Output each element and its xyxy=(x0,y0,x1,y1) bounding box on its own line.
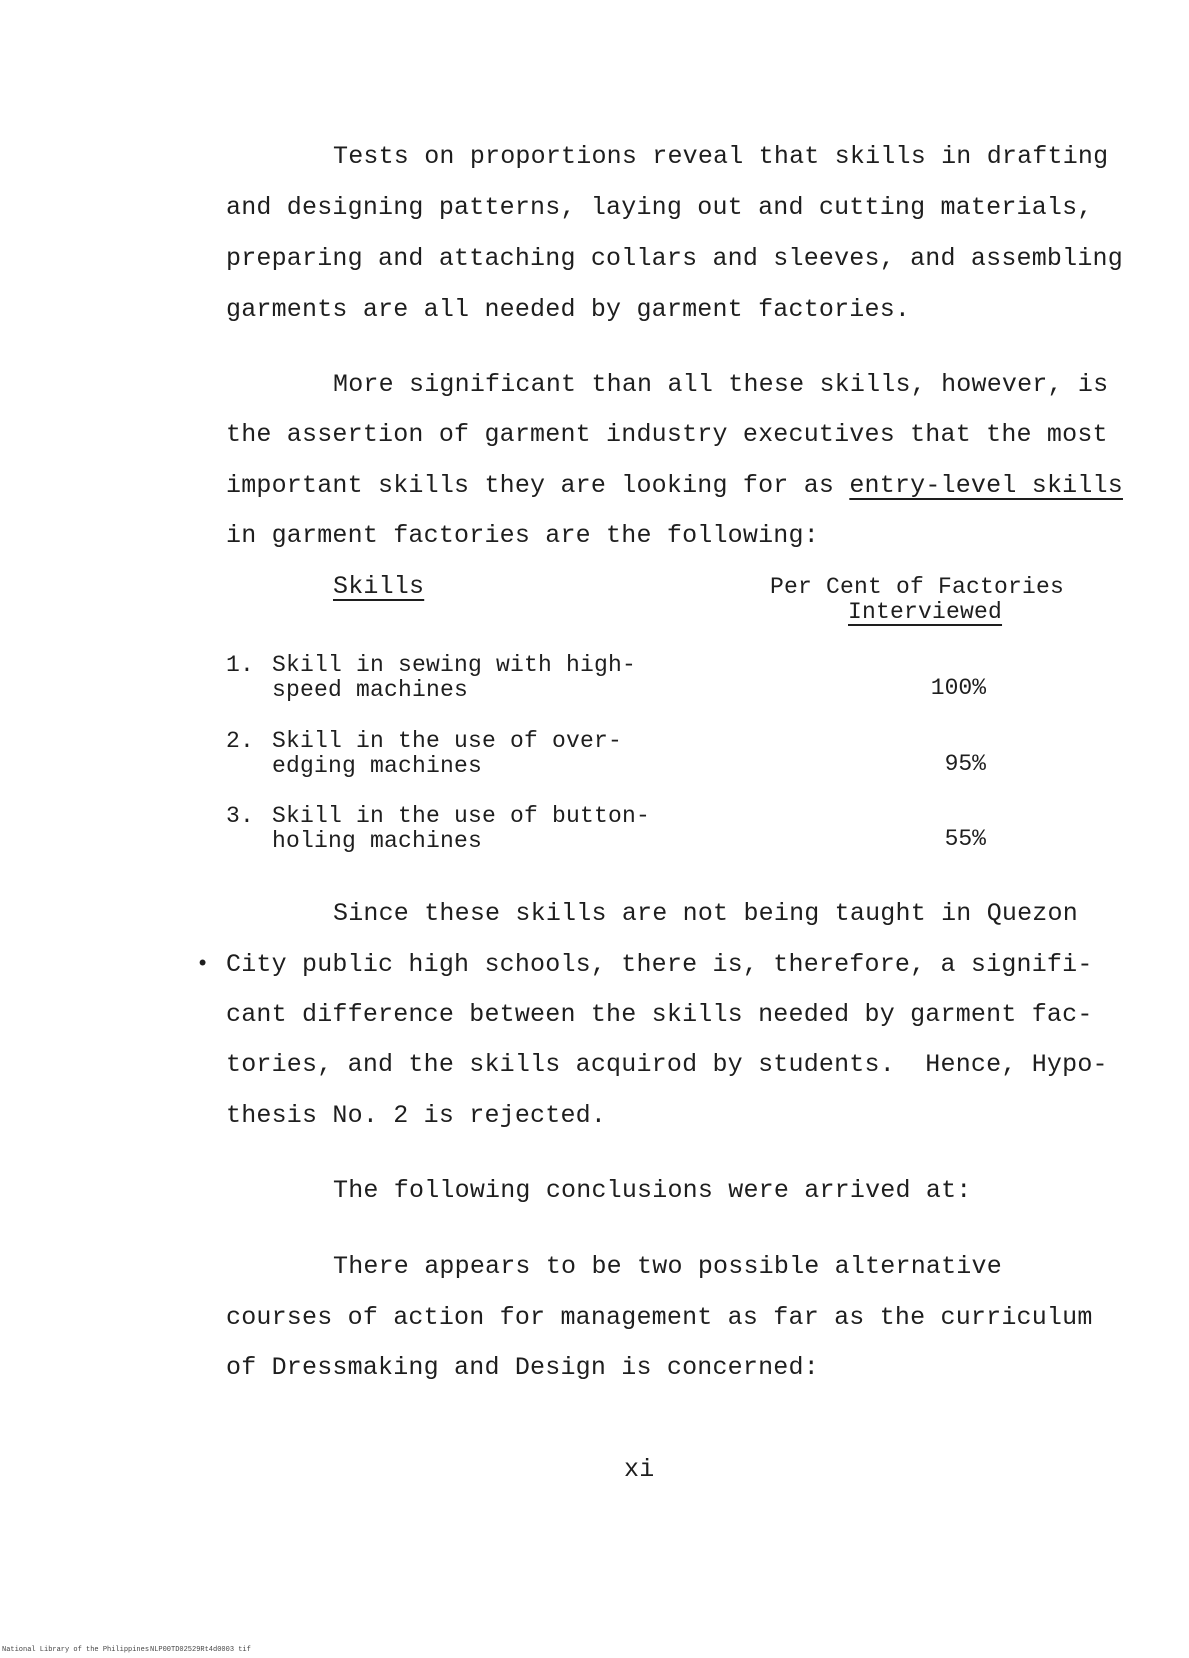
paragraph-5-line-1: There appears to be two possible alternative xyxy=(333,1252,1002,1281)
margin-dot: • xyxy=(196,952,210,977)
row-skill-line-2: speed machines xyxy=(272,677,469,703)
paragraph-3-line-3: cant difference between the skills needed by garment fac- xyxy=(226,1000,1093,1029)
row-number: 1. xyxy=(226,652,255,678)
paragraph-5-line-3: of Dressmaking and Design is concerned: xyxy=(226,1353,819,1382)
paragraph-1-line-3: preparing and attaching collars and sleeves, and assembling xyxy=(226,244,1123,273)
entry-level-skills-underlined: entry-level skills xyxy=(849,471,1123,500)
paragraph-1-line-2: and designing patterns, laying out and cutting materials, xyxy=(226,193,1093,222)
row-percent: 95% xyxy=(944,751,986,777)
row-skill-line-2: holing machines xyxy=(272,828,483,854)
paragraph-2-line-2: the assertion of garment industry executives that the most xyxy=(226,420,1108,449)
row-skill-line-2: edging machines xyxy=(272,753,483,779)
paragraph-3-line-1: Since these skills are not being taught in Quezon xyxy=(333,899,1078,928)
row-number: 3. xyxy=(226,803,255,829)
paragraph-1-line-1: Tests on proportions reveal that skills in drafting xyxy=(333,142,1109,171)
paragraph-2-line-1: More significant than all these skills, however, is xyxy=(333,370,1109,399)
paragraph-2-line-3-text: important skills they are looking for as xyxy=(226,471,850,500)
row-number: 2. xyxy=(226,728,255,754)
table-header-interviewed: Interviewed xyxy=(848,599,1003,625)
row-skill-line-1: Skill in the use of over- xyxy=(272,728,623,754)
table-header-skills: Skills xyxy=(333,572,425,601)
paragraph-2-line-4: in garment factories are the following: xyxy=(226,521,819,550)
paragraph-3-line-2: City public high schools, there is, therefore, a signifi- xyxy=(226,950,1093,979)
paragraph-1-line-4: garments are all needed by garment factories. xyxy=(226,295,911,324)
paragraph-2-line-3 xyxy=(226,471,1123,501)
paragraph-3-line-4: tories, and the skills acquirod by students. Hence, Hypo- xyxy=(226,1050,1108,1079)
page-number: xi xyxy=(624,1455,655,1484)
footer-library: National Library of the Philippines xyxy=(2,1646,150,1654)
paragraph-3-line-5: thesis No. 2 is rejected. xyxy=(226,1101,607,1130)
row-percent: 55% xyxy=(944,826,986,852)
footer-code: NLP00TD02529Rt4d0003 tif xyxy=(150,1646,251,1654)
table-header-percent: Per Cent of Factories xyxy=(770,574,1065,600)
paragraph-5-line-2: courses of action for management as far as the curriculum xyxy=(226,1303,1093,1332)
row-percent: 100% xyxy=(930,675,986,701)
paragraph-4: The following conclusions were arrived at: xyxy=(333,1176,972,1205)
row-skill-line-1: Skill in the use of button- xyxy=(272,803,651,829)
row-skill-line-1: Skill in sewing with high- xyxy=(272,652,637,678)
